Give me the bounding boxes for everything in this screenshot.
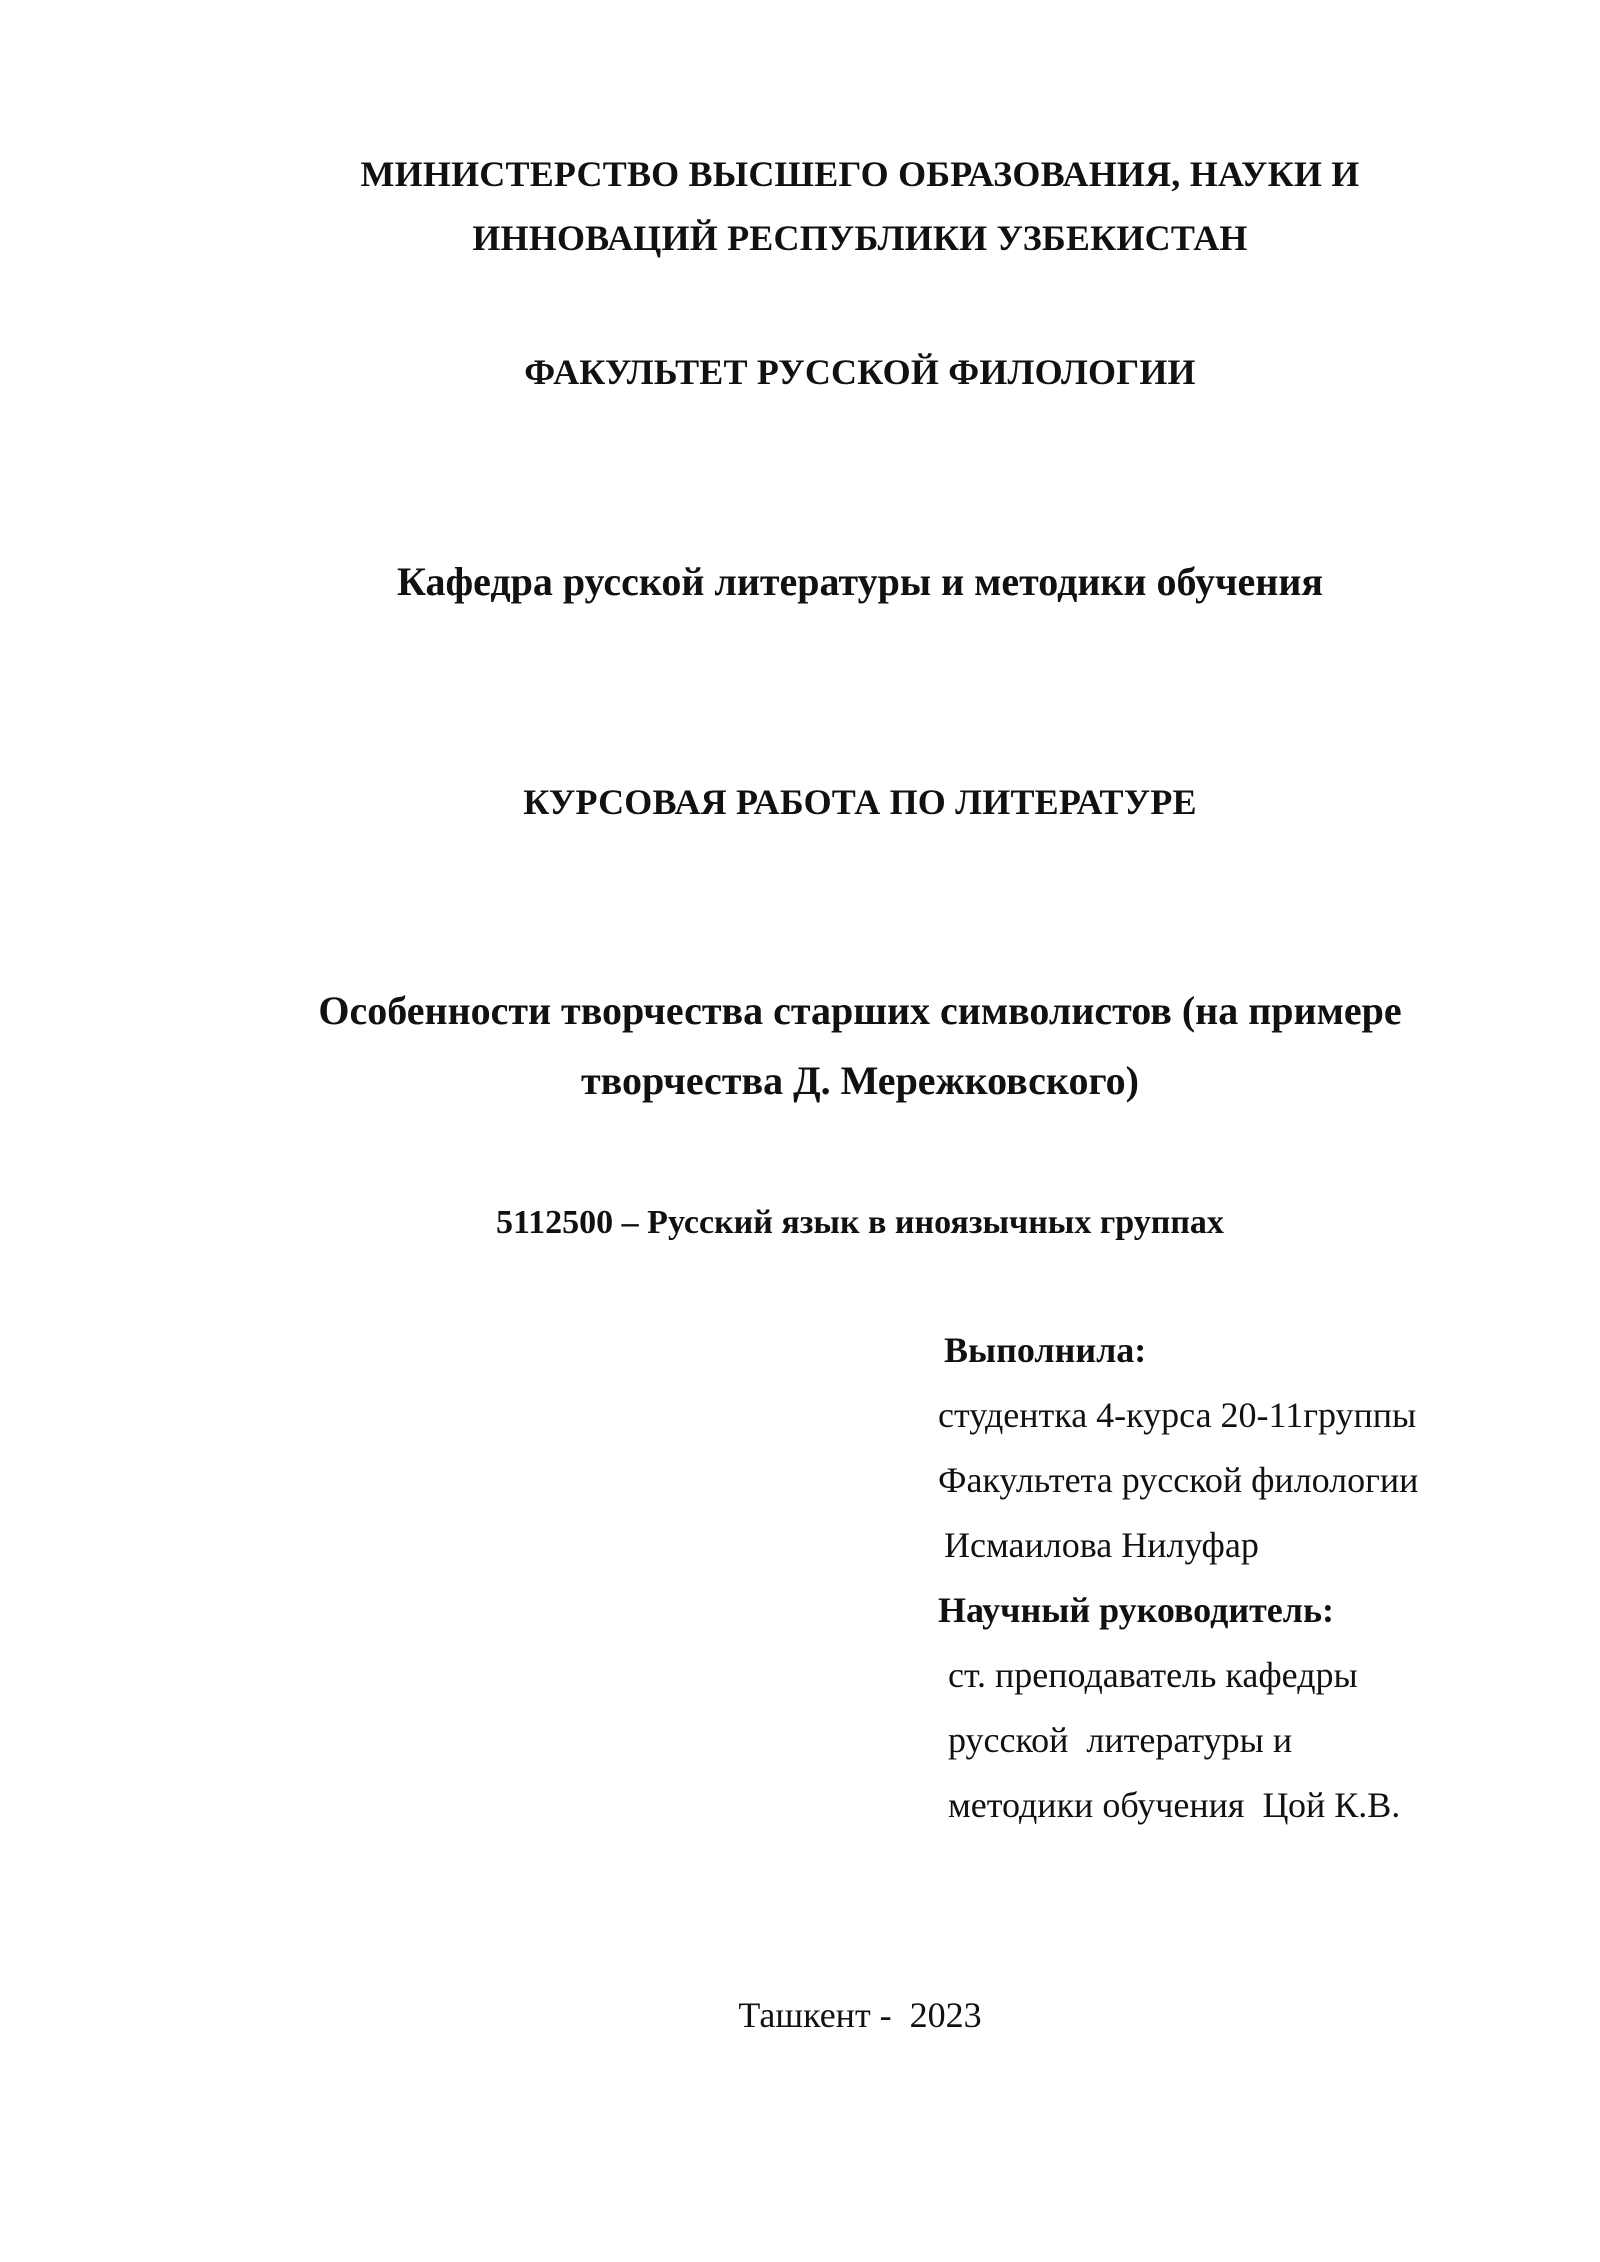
student-faculty-line: Факультета русской филологии <box>938 1460 1419 1500</box>
student-name: Исмаилова Нилуфар <box>944 1525 1259 1565</box>
work-type-heading: КУРСОВАЯ РАБОТА ПО ЛИТЕРАТУРЕ <box>523 782 1197 822</box>
supervisor-line-1: ст. преподаватель кафедры <box>948 1655 1358 1695</box>
work-title <box>0 976 1600 1116</box>
ministry-line-2: ИННОВАЦИЙ РЕСПУБЛИКИ УЗБЕКИСТАН <box>472 218 1248 258</box>
ministry-heading <box>0 142 1600 270</box>
work-title-line-1: Особенности творчества старших символистов (на примере <box>318 988 1402 1033</box>
work-title-line-2: творчества Д. Мережковского) <box>581 1058 1139 1103</box>
ministry-line-1: МИНИСТЕРСТВО ВЫСШЕГО ОБРАЗОВАНИЯ, НАУКИ И <box>360 154 1360 194</box>
city-year-footer: Ташкент - 2023 <box>738 1995 982 2035</box>
specialty-line: 5112500 – Русский язык в иноязычных группах <box>496 1204 1224 1241</box>
supervisor-label: Научный руководитель: <box>938 1590 1334 1630</box>
author-block <box>938 1318 1558 1838</box>
supervisor-line-3: методики обучения Цой К.В. <box>948 1785 1401 1825</box>
faculty-heading: ФАКУЛЬТЕТ РУССКОЙ ФИЛОЛОГИИ <box>524 352 1196 392</box>
supervisor-line-2: русской литературы и <box>948 1720 1293 1760</box>
department-heading: Кафедра русской литературы и методики обучения <box>396 559 1324 604</box>
performed-label: Выполнила: <box>944 1330 1147 1370</box>
student-line: студентка 4-курса 20-11группы <box>938 1395 1417 1435</box>
